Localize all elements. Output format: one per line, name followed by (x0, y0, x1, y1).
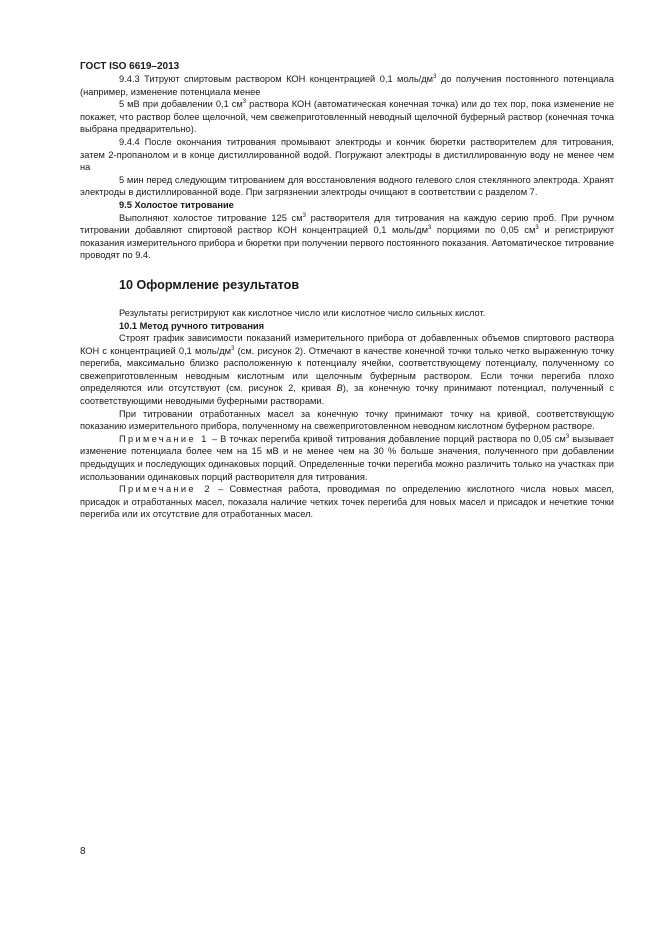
document-header: ГОСТ ISO 6619–2013 (80, 61, 180, 72)
paragraph-9-4-3-cont: 5 мВ при добавлении 0,1 $см^3$ раствора КОН (автоматическая конечная точка) или до тех пор, пока изменение не покажет, что раствор более щелочной, чем свежеприготовленный неводный щелочной буферный раствор (конечная точка выбрана предварительно). (80, 99, 615, 135)
note-2: Примечание 2 – Совместная работа, проводимая по определению кислотного числа новых масел, присадок и отработанных масел, показала наличие четких точек перегиба для новых масел и присадок и нечеткие точки перегиба или их отсутствие для отработанных масел. (80, 484, 614, 520)
section-9-5-title: 9.5 Холостое титрование (119, 199, 234, 210)
section-10-1-title: 10.1 Метод ручного титрования (119, 320, 265, 331)
paragraph-9-4-4: 9.4.4 После окончания титрования промывают электроды и кончик бюретки растворителем для титрования, затем 2-пропанолом и в конце дистиллированной водой. Погружают электроды в дистиллированную воду не менее чем на (80, 136, 614, 173)
page-number: 8 (80, 846, 86, 857)
section-10-heading: 10 Оформление результатов (119, 277, 300, 292)
document-page (80, 60, 614, 521)
section-10-intro: Результаты регистрируют как кислотное число или кислотное число сильных кислот. (119, 307, 486, 318)
paragraph-10-1-b: При титровании отработанных масел за конечную точку принимают точку на кривой, соответствующую показанию измерительного прибора, полученному на свежеприготовленном неводном кислотном буферном растворе. (80, 408, 614, 432)
paragraph-9-4-4-cont: 5 мин перед следующим титрованием для восстановления водного гелевого слоя стеклянного электрода. Хранят электроды в дистиллированной воде. При загрязнении электроды очищают в соответствии с разделом 7. (80, 174, 614, 198)
paragraph-9-4-3: 9.4.3 Титруют спиртовым раствором КОН концентрацией 0,1 моль/$дм^3$ до получения постоянного потенциала (например, изменение потенциала менее (80, 73, 614, 97)
paragraph-9-5: Выполняют холостое титрование 125 $см^3$ растворителя для титрования на каждую серию проб. При ручном титровании добавляют спиртовой раствор КОН концентрацией 0,1 моль/$дм^3$ порциями по 0,05 $см^3$ и регистрируют показания измерительного прибора и бюретки при получении первого постоянного показания. Автоматическое титрование проводят по 9.4. (80, 212, 614, 261)
note-1: Примечание 1 – В точках перегиба кривой титрования добавление порций раствора по 0,05 $см^3$ вызывает изменение потенциала более чем на 15 мВ и не менее чем на 30 % больше значения, полученного при добавлении предыдущих и последующих одинаковых порций. Определенные точки перегиба можно различить только на участках при использовании одинаковых порций растворителя для титрования. (80, 433, 614, 482)
paragraph-10-1-a: Строят график зависимости показаний измерительного прибора от добавленных объемов спиртового раствора КОН с концентрацией 0,1 моль/$дм^3$ (см. рисунок 2). Отмечают в качестве конечной точки только четко выраженную точку перегиба, максимально близко расположенную к потенциалу ячейки, соответствующему потенциалу, полученному со свежеприготовленным неводным кислотным или щелочным буферным раствором. Если точки перегиба плохо определяются или отсутствуют (см. рисунок 2, кривая B), за конечную точку принимают потенциал, полученный с соответствующими неводными буферными растворами. (80, 333, 615, 407)
